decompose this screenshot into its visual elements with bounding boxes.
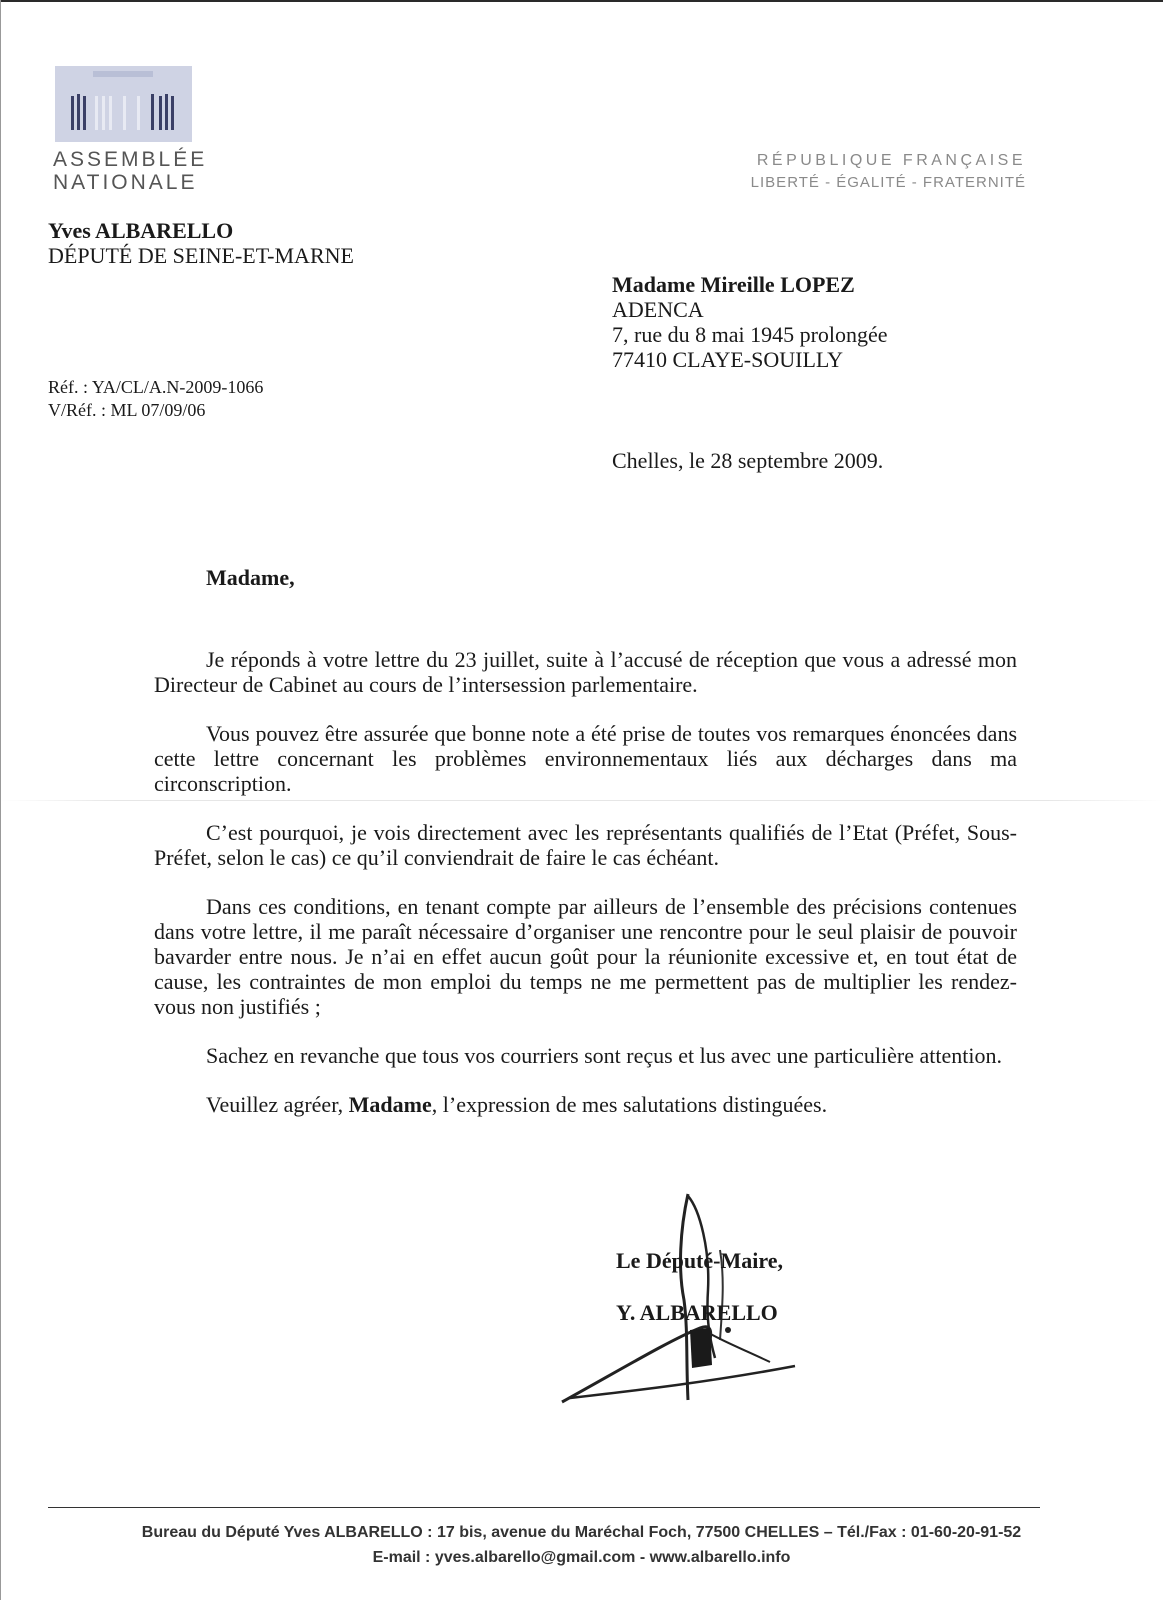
letter-body <box>154 647 1017 1141</box>
footer-address: Bureau du Député Yves ALBARELLO : 17 bis, avenue du Maréchal Foch, 77500 CHELLES – Tél./Fax : 01-60-20-91-52 <box>141 1524 1022 1541</box>
parliament-columns-icon <box>55 66 192 142</box>
recipient-address <box>612 272 888 372</box>
logo-line-2: NATIONALE <box>53 171 198 194</box>
recipient-org: ADENCA <box>612 297 704 322</box>
paragraph-3: C’est pourquoi, je vois directement avec les représentants qualifiés de l’Etat (Préfet, Sous-Préfet, selon le cas) ce qu’il conviendrait de faire le cas échéant. <box>154 820 1017 870</box>
page-top-border <box>0 0 1163 2</box>
recipient-city: 77410 CLAYE-SOUILLY <box>612 347 844 372</box>
assemblee-logo-text <box>53 148 207 194</box>
sender-name: Yves ALBARELLO <box>48 218 234 243</box>
republique-header <box>700 150 1026 194</box>
salutation: Madame, <box>206 565 295 590</box>
paragraph-1: Je réponds à votre lettre du 23 juillet, suite à l’accusé de réception que vous a adressé mon Directeur de Cabinet au cours de l’intersession parlementaire. <box>154 647 1017 697</box>
sender-block <box>48 218 354 268</box>
recipient-street: 7, rue du 8 mai 1945 prolongée <box>612 322 888 347</box>
closing-madame: Madame <box>348 1092 432 1117</box>
closing-paragraph <box>154 1092 1017 1117</box>
signoff-name: Y. ALBARELLO <box>616 1300 778 1325</box>
footer <box>0 1520 1163 1570</box>
paragraph-4: Dans ces conditions, en tenant compte par ailleurs de l’ensemble des précisions contenues dans votre lettre, il me paraît nécessaire d’organiser une rencontre pour le seul plaisir de pouvoir bavarder entre nous. Je n’ai en effet aucun goût pour la réunionite excessive et, en tout état de cause, les contraintes de mon emploi du temps ne me permettent pas de multiplier les rendez-vous non justifiés ; <box>154 894 1017 1019</box>
signoff-title: Le Député-Maire, <box>616 1248 783 1273</box>
closing-post: , l’expression de mes salutations distinguées. <box>431 1092 828 1117</box>
paragraph-2: Vous pouvez être assurée que bonne note a été prise de toutes vos remarques énoncées dans cette lettre concernant les problèmes environnementaux liés aux décharges dans ma circonscription. <box>154 721 1017 796</box>
footer-divider <box>48 1507 1040 1508</box>
closing-pre: Veuillez agréer, <box>206 1092 349 1117</box>
republique-line: RÉPUBLIQUE FRANÇAISE <box>756 152 1026 169</box>
your-reference: V/Réf. : ML 07/09/06 <box>48 400 206 420</box>
assemblee-logo <box>55 66 192 142</box>
our-reference: Réf. : YA/CL/A.N-2009-1066 <box>48 377 264 397</box>
recipient-name: Madame Mireille LOPEZ <box>612 272 855 297</box>
paragraph-5: Sachez en revanche que tous vos courriers sont reçus et lus avec une particulière attention. <box>206 1043 1002 1068</box>
logo-line-1: ASSEMBLÉE <box>53 148 208 171</box>
letter-date: Chelles, le 28 septembre 2009. <box>612 448 884 473</box>
reference-block <box>48 376 263 422</box>
sender-title: DÉPUTÉ DE SEINE-ET-MARNE <box>48 243 354 268</box>
devise-line: LIBERTÉ - ÉGALITÉ - FRATERNITÉ <box>750 174 1026 191</box>
footer-contact: E-mail : yves.albarello@gmail.com - www.albarello.info <box>372 1549 791 1566</box>
